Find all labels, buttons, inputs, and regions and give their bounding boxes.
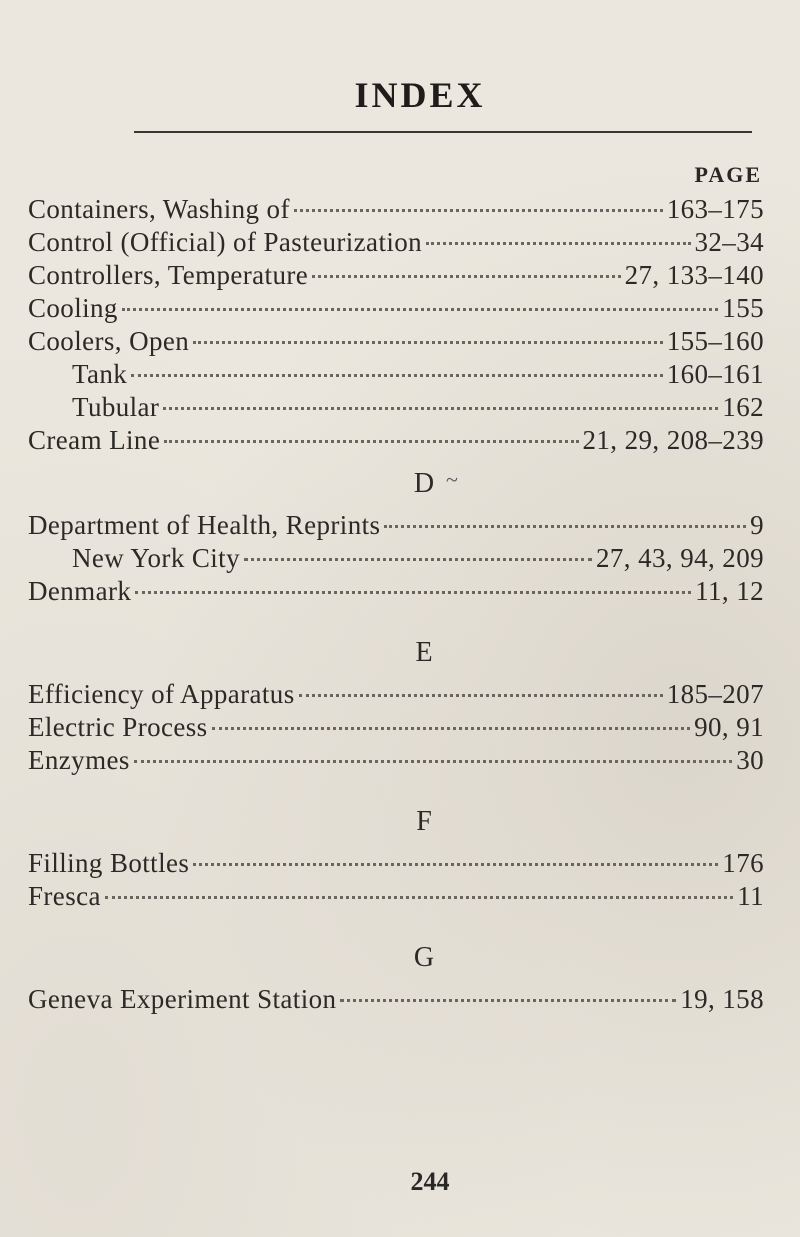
section-d xyxy=(28,510,764,609)
section-letter-e xyxy=(28,627,764,679)
index-entry xyxy=(28,260,764,293)
dot-leader xyxy=(312,275,620,278)
entry-term: Cooling xyxy=(28,293,118,323)
dot-leader xyxy=(212,727,691,730)
entry-pages: 90, 91 xyxy=(694,712,764,742)
entry-pages: 176 xyxy=(722,848,764,878)
entry-term: Department of Health, Reprints xyxy=(28,510,381,540)
index-entry xyxy=(28,745,764,778)
entry-term: Control (Official) of Pasteurization xyxy=(28,227,423,257)
entry-pages: 9 xyxy=(750,510,764,540)
entry-term: Cream Line xyxy=(28,425,161,455)
index-entry xyxy=(28,510,764,543)
index-entry xyxy=(28,712,764,745)
section-spacer xyxy=(28,609,764,627)
entry-pages: 27, 43, 94, 209 xyxy=(596,543,764,573)
dot-leader xyxy=(299,694,663,697)
dot-leader xyxy=(135,591,691,594)
entry-term: Fresca xyxy=(28,881,101,911)
section-letter-f xyxy=(28,796,764,848)
index-entry xyxy=(28,359,764,392)
dot-leader xyxy=(193,341,663,344)
index-entry xyxy=(28,679,764,712)
title-rule xyxy=(134,131,752,133)
dot-leader xyxy=(340,999,676,1002)
index-entry xyxy=(28,576,764,609)
entry-term: New York City xyxy=(72,543,240,573)
dot-leader xyxy=(134,760,732,763)
section-c xyxy=(28,194,764,458)
entry-term: Enzymes xyxy=(28,745,130,775)
page-title: INDEX xyxy=(354,75,486,115)
dot-leader xyxy=(384,525,746,528)
dot-leader xyxy=(105,896,733,899)
index-entry xyxy=(28,326,764,359)
section-letter-g xyxy=(28,932,764,984)
entry-pages: 30 xyxy=(736,745,764,775)
letter-g: G xyxy=(413,942,435,973)
entry-pages: 163–175 xyxy=(666,194,764,224)
index-entry xyxy=(28,543,764,576)
section-letter-d xyxy=(28,458,764,510)
entry-pages: 162 xyxy=(722,392,764,422)
dot-leader xyxy=(426,242,690,245)
index-entry xyxy=(28,425,764,458)
dot-leader xyxy=(122,308,718,311)
entry-pages: 11 xyxy=(737,881,764,911)
index-entries xyxy=(28,194,764,1017)
entry-term: Containers, Washing of xyxy=(28,194,290,224)
entry-term: Filling Bottles xyxy=(28,848,190,878)
stray-mark: ~ xyxy=(446,467,458,492)
section-f xyxy=(28,848,764,914)
dot-leader xyxy=(163,407,718,410)
index-entry xyxy=(28,194,764,227)
dot-leader xyxy=(164,440,578,443)
index-entry xyxy=(28,392,764,425)
entry-pages: 21, 29, 208–239 xyxy=(582,425,764,455)
letter-e: E xyxy=(415,637,433,668)
entry-pages: 27, 133–140 xyxy=(624,260,764,290)
entry-pages: 19, 158 xyxy=(680,984,764,1014)
index-entry xyxy=(28,293,764,326)
entry-pages: 11, 12 xyxy=(695,576,764,606)
page-column-heading: PAGE xyxy=(694,162,762,187)
index-entry xyxy=(28,848,764,881)
entry-pages: 32–34 xyxy=(694,227,764,257)
page-number: 244 xyxy=(410,1167,450,1196)
dot-leader xyxy=(193,863,718,866)
entry-term: Tubular xyxy=(72,392,160,422)
entry-term: Coolers, Open xyxy=(28,326,190,356)
entry-pages: 185–207 xyxy=(666,679,764,709)
section-spacer xyxy=(28,778,764,796)
entry-term: Efficiency of Apparatus xyxy=(28,679,295,709)
entry-term: Geneva Experiment Station xyxy=(28,984,337,1014)
entry-term: Denmark xyxy=(28,576,132,606)
section-spacer xyxy=(28,914,764,932)
entry-pages: 160–161 xyxy=(666,359,764,389)
section-e xyxy=(28,679,764,778)
entry-pages: 155 xyxy=(722,293,764,323)
dot-leader xyxy=(294,209,663,212)
entry-pages: 155–160 xyxy=(666,326,764,356)
dot-leader xyxy=(244,558,592,561)
letter-f: F xyxy=(416,806,432,837)
index-entry xyxy=(28,227,764,260)
entry-term: Electric Process xyxy=(28,712,208,742)
index-entry xyxy=(28,984,764,1017)
section-g xyxy=(28,984,764,1017)
letter-d: D xyxy=(413,468,435,499)
dot-leader xyxy=(131,374,662,377)
index-entry xyxy=(28,881,764,914)
entry-term: Tank xyxy=(72,359,128,389)
entry-term: Controllers, Temperature xyxy=(28,260,309,290)
